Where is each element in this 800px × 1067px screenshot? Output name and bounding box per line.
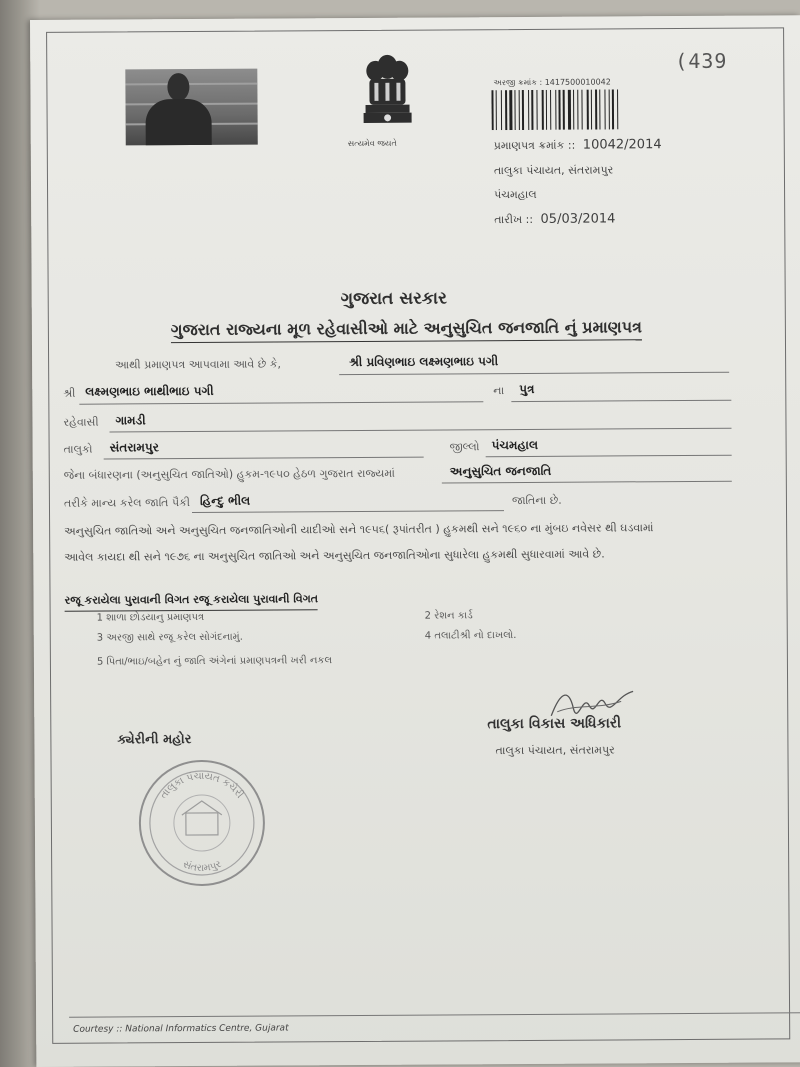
emblem-motto: સત્યમેવ જયતે <box>347 138 397 149</box>
barcode-bar <box>568 90 571 130</box>
district: પંચમહાલ <box>491 437 539 453</box>
issue-date-label: તારીખ :: <box>494 212 534 227</box>
holder-photo <box>125 69 257 146</box>
taluka: સંતરામપુર <box>109 440 159 455</box>
village: ગામડી <box>115 413 146 428</box>
taluka-line <box>104 457 424 460</box>
barcode-bar <box>555 90 556 130</box>
officer-office: તાલુકા પંચાયત, સંતરામપુર <box>495 743 615 758</box>
holder-name-line <box>339 372 729 375</box>
certificate-border <box>46 27 790 1043</box>
barcode-bar <box>599 90 600 130</box>
father-name-line <box>79 401 483 404</box>
holder-name: શ્રી પ્રવિણભાઇ લક્ષ્મણભાઇ પગી <box>349 354 499 370</box>
barcode <box>491 89 651 130</box>
barcode-bar <box>536 90 537 130</box>
issue-date-row <box>494 211 615 227</box>
svg-text:તાલુકા પંચાયત કચેરી <box>158 770 246 801</box>
legal-text-line-1: અનુસુચિત જાતિઓ અને અનુસુચિત જનજાતિઓની યાદીઓ સને ૧૯૫૬( રૂપાંતરીત ) હુકમથી સને ૧૯૬૦ ના મુંબઇ નવેસર થી ઘડવામાં <box>64 521 654 538</box>
category: અનુસુચિત જનજાતિ <box>449 463 552 479</box>
village-line <box>110 428 732 433</box>
barcode-bar <box>577 90 578 130</box>
barcode-bar <box>546 90 547 130</box>
caste-label: તરીકે માન્ય કરેલ જાતિ પૈકી <box>63 496 191 510</box>
resident-label: રહેવાસી <box>63 415 99 429</box>
district-label: જીલ્લો <box>449 440 480 454</box>
barcode-bar <box>595 90 597 130</box>
district-line <box>486 455 732 458</box>
office-stamp-label: ક્યેરીની મહોર <box>117 732 192 748</box>
footer-divider <box>69 1012 800 1017</box>
of-label: ના <box>493 384 505 398</box>
courtesy-note: Courtesy :: National Informatics Centre, Gujarat <box>73 1023 289 1035</box>
certificate-title: ગુજરાત રાજ્યના મૂળ રહેવાસીઓ માટે અનુસુચિત જનજાતિ નું પ્રમાણપત્ર <box>171 317 642 343</box>
constitution-order-label: જેના બંધારણના (અનુસુચિત જાતિઓ) હુકમ-૧૯૫૦ હેઠળ ગુજરાત રાજ્યમાં <box>63 466 395 482</box>
barcode-bar <box>542 90 544 130</box>
barcode-bar <box>573 90 574 130</box>
state-emblem-icon <box>361 53 413 135</box>
document-item: 2 રેશન કાર્ડ <box>424 610 473 622</box>
document-item: 1 શાળા છોડયાનુ પ્રમાણપત્ર <box>96 611 205 624</box>
certificate-number-row <box>494 137 662 153</box>
handwritten-number: (439 <box>675 48 728 74</box>
documents-section-title: રજૂ કરાયેલા પુરાવાની વિગત રજૂ કરાયેલા પુરાવાની વિગત <box>65 592 319 612</box>
barcode-bar <box>591 90 592 130</box>
father-prefix: શ્રી <box>63 386 76 400</box>
barcode-bar <box>519 90 520 130</box>
barcode-bar <box>550 90 551 130</box>
svg-text:સંતરામપુર <box>181 858 223 874</box>
barcode-bar <box>496 90 497 130</box>
seal-top-text: તાલુકા પંચાયત કચેરી <box>158 770 246 801</box>
caste-suffix: જાતિના છે. <box>511 493 562 508</box>
caste: હિન્દુ ભીલ <box>199 493 251 508</box>
barcode-bar <box>563 90 565 130</box>
document-item: 3 અરજી સાથે રજૂ કરેલ સોગંદનામું. <box>96 631 243 644</box>
office-seal <box>136 757 269 890</box>
barcode-bar <box>522 90 524 130</box>
legal-text-line-2: આવેલ કાયદા થી સને ૧૯૭૬ ના અનુસુચિત જાતિઓ અને અનુસુચિત જનજાતિઓના સુધારેલા હુકમથી સુધારવામાં આવે છે. <box>64 547 605 564</box>
taluka-label: તાલુકો <box>63 442 93 456</box>
barcode-bar <box>531 90 533 130</box>
barcode-bar <box>581 90 582 130</box>
father-name: લક્ષ્મણભાઇ ભાથીભાઇ પગી <box>85 383 214 399</box>
barcode-bar <box>587 90 589 130</box>
certificate-number: 10042/2014 <box>582 137 662 153</box>
caste-line <box>192 510 504 513</box>
relation: પુત્ર <box>519 381 535 397</box>
barcode-bar <box>514 90 515 130</box>
barcode-bar <box>505 90 507 130</box>
certificate-page <box>30 15 800 1067</box>
application-number: અરજી ક્રમાંક : 1417500010042 <box>493 77 611 88</box>
barcode-bar <box>612 89 614 129</box>
barcode-bar <box>528 90 529 130</box>
officer-title: તાલુકા વિકાસ અધિકારી <box>487 715 622 733</box>
barcode-bar <box>509 90 512 130</box>
barcode-bar <box>491 90 493 130</box>
category-line <box>442 481 732 484</box>
seal-bottom-text: સંતરામપુર <box>181 858 224 875</box>
issuing-district: પંચમહાલ <box>494 187 537 202</box>
issue-date: 05/03/2014 <box>540 211 616 227</box>
barcode-bar <box>617 89 618 129</box>
barcode-bar <box>609 89 610 129</box>
document-item: 4 તલાટીશ્રી નો દાખલો. <box>424 630 517 642</box>
document-item: 5 પિતા/ભાઇ/બહેન નું જાતિ અંગેનાં પ્રમાણપત્રની ખરી નકલ <box>96 655 333 668</box>
relation-line <box>511 400 731 402</box>
barcode-bar <box>604 89 605 129</box>
barcode-bar <box>501 90 502 130</box>
government-title: ગુજરાત સરકાર <box>340 288 447 310</box>
intro-label: આથી પ્રમાણપત્ર આપવામા આવે છે કે, <box>115 357 282 372</box>
issuing-office: તાલુકા પંચાયત, સંતરામપુર <box>493 163 614 178</box>
certificate-number-label: પ્રમાણપત્ર ક્રમાંક :: <box>493 138 576 153</box>
barcode-bar <box>558 90 560 130</box>
